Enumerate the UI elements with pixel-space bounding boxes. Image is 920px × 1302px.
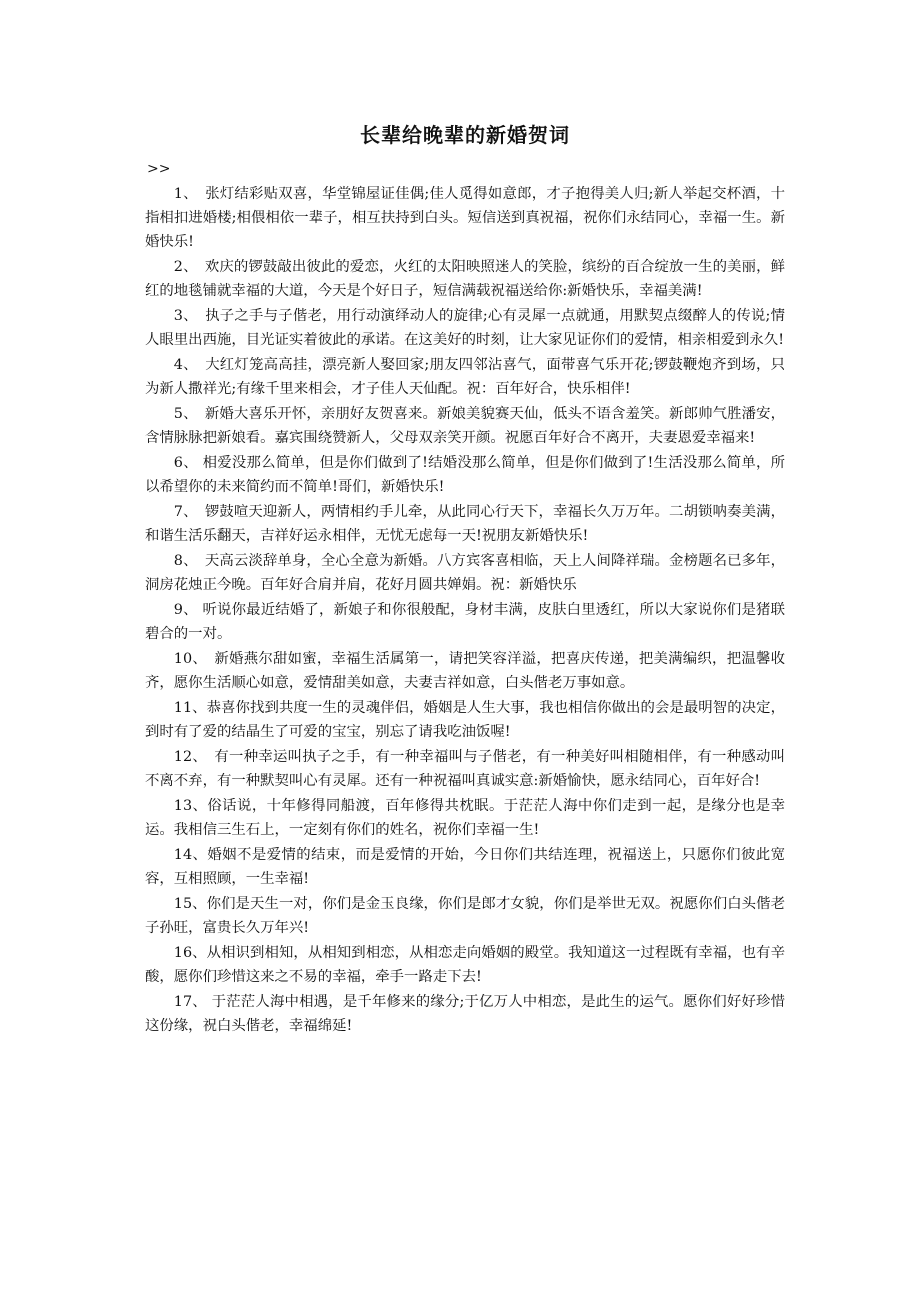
paragraph-3: 3、 执子之手与子偕老，用行动演绎动人的旋律;心有灵犀一点就通，用默契点缀醉人的传说;情人眼里出西施，目光证实着彼此的承诺。在这美好的时刻，让大家见证你们的爱情，相亲相爱到永久! [145, 308, 785, 349]
paragraph-9: 9、 听说你最近结婚了，新娘子和你很般配，身材丰满，皮肤白里透红，所以大家说你们是猪联碧合的一对。 [145, 602, 785, 643]
section-marker: >> [147, 161, 171, 177]
paragraph-8: 8、 天高云淡辞单身，全心全意为新婚。八方宾客喜相临，天上人间降祥瑞。金榜题名已多年，洞房花烛正今晚。百年好合肩并肩，花好月圆共婵娟。祝：新婚快乐 [145, 553, 785, 594]
paragraph-16: 16、从相识到相知，从相知到相恋，从相恋走向婚姻的殿堂。我知道这一过程既有幸福，也有辛酸，愿你们珍惜这来之不易的幸福，牵手一路走下去! [145, 945, 785, 986]
paragraph-7: 7、 锣鼓喧天迎新人，两情相约手儿牵，从此同心行天下，幸福长久万万年。二胡锁呐奏美满，和谐生活乐翻天，吉祥好运永相伴，无忧无虑每一天!祝朋友新婚快乐! [145, 504, 785, 545]
paragraph-1: 1、 张灯结彩贴双喜，华堂锦屋证佳偶;佳人觅得如意郎，才子抱得美人归;新人举起交杯酒，十指相扣进婚楼;相偎相依一辈子，相互扶持到白头。短信送到真祝福，祝你们永结同心，幸福一生。新婚快乐! [145, 186, 785, 251]
paragraph-17: 17、 于茫茫人海中相遇，是千年修来的缘分;于亿万人中相恋，是此生的运气。愿你们好好珍惜这份缘，祝白头偕老，幸福绵延! [145, 994, 785, 1035]
paragraph-13: 13、俗话说，十年修得同船渡，百年修得共枕眠。于茫茫人海中你们走到一起，是缘分也是幸运。我相信三生石上，一定刻有你们的姓名，祝你们幸福一生! [145, 798, 785, 839]
paragraph-14: 14、婚姻不是爱情的结束，而是爱情的开始，今日你们共结连理，祝福送上，只愿你们彼此宽容，互相照顾，一生幸福! [145, 847, 785, 888]
paragraph-4: 4、 大红灯笼高高挂，漂亮新人娶回家;朋友四邻沾喜气，面带喜气乐开花;锣鼓鞭炮齐到场，只为新人撒祥光;有缘千里来相会，才子佳人天仙配。祝：百年好合，快乐相伴! [145, 357, 785, 398]
paragraph-2: 2、 欢庆的锣鼓敲出彼此的爱恋，火红的太阳映照迷人的笑脸，缤纷的百合绽放一生的美丽，鲜红的地毯铺就幸福的大道，今天是个好日子，短信满载祝福送给你:新婚快乐，幸福美满! [145, 259, 785, 300]
paragraph-5: 5、 新婚大喜乐开怀，亲朋好友贺喜来。新娘美貌赛天仙，低头不语含羞笑。新郎帅气胜潘安，含情脉脉把新娘看。嘉宾围绕赞新人，父母双亲笑开颜。祝愿百年好合不离开，夫妻恩爱幸福来! [145, 406, 785, 447]
document-title: 长辈给晚辈的新婚贺词 [360, 123, 570, 147]
paragraph-11: 11、恭喜你找到共度一生的灵魂伴侣，婚姻是人生大事，我也相信你做出的会是最明智的决定，到时有了爱的结晶生了可爱的宝宝，别忘了请我吃油饭喔! [145, 700, 785, 741]
paragraph-10: 10、 新婚燕尔甜如蜜，幸福生活属第一，请把笑容洋溢，把喜庆传递，把美满编织，把温馨收齐，愿你生活顺心如意，爱情甜美如意，夫妻吉祥如意，白头偕老万事如意。 [145, 651, 785, 692]
paragraph-6: 6、 相爱没那么简单，但是你们做到了!结婚没那么简单，但是你们做到了!生活没那么简单，所以希望你的未来简约而不简单!哥们，新婚快乐! [145, 455, 785, 496]
document-page [145, 118, 785, 1039]
paragraph-15: 15、你们是天生一对，你们是金玉良缘，你们是郎才女貌，你们是举世无双。祝愿你们白头偕老子孙旺，富贵长久万年兴! [145, 896, 785, 937]
paragraph-12: 12、 有一种幸运叫执子之手，有一种幸福叫与子偕老，有一种美好叫相随相伴，有一种感动叫不离不弃，有一种默契叫心有灵犀。还有一种祝福叫真诚实意:新婚愉快，愿永结同心，百年好合! [145, 749, 785, 790]
